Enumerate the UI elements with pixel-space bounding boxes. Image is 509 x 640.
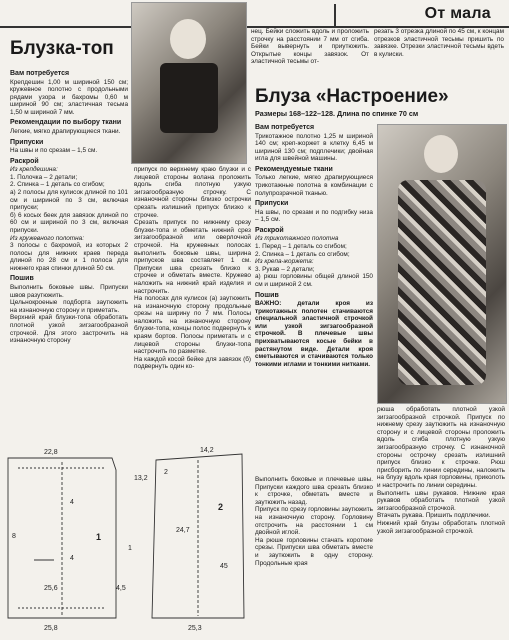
r-allowance-text: На швы, по срезам и по подгибку низа – 1,5 см. <box>255 208 373 224</box>
dim-label-13: 2 <box>164 469 168 476</box>
photo-blouse-model <box>377 124 507 404</box>
photo-top-model <box>131 2 247 164</box>
article-title-blouse: Блуза «Настроение» <box>255 86 449 107</box>
header-divider <box>334 4 336 26</box>
r-cut-line-2: 2. Спинка – 1 деталь со сгибом; <box>255 250 350 258</box>
r-cut-sub-2: Из крепа-жоржета: <box>255 258 314 266</box>
r-sewing-text-1: Выполнить боковые и плечевые швы. Припуски каждого шва срезать близко к строчке, обметать вместе и заутюжить назад. Припуск по срезу горловины заутюжить на изнаночную сторону. Горловину отстрочить на расстоянии 1 см двойной иглой. На рюше горловины стачать короткие срезы. Припуски шва обметать вместе и заутюжить в одну сторону. Продольные края <box>255 476 373 567</box>
dim-label-1: 22,8 <box>44 449 58 456</box>
r-cut-line-3: 3. Рукав – 2 детали; <box>255 265 315 273</box>
r-cut-line-4: а) рюш горловины общей длиной 150 см и шириной 2 см. <box>255 273 373 288</box>
dim-label-11: 13,2 <box>134 475 148 482</box>
dim-label-4: 4 <box>70 555 74 562</box>
dim-label-2: 14,2 <box>200 447 214 454</box>
r-fabric-heading: Рекомендуемые ткани <box>255 165 333 173</box>
cut-line-5: 3 полосы с бахромой, из которых 2 полосы для нижних краев переда длиной по 28 см и 1 полоса для нижнего края спинки длиной 50 см. <box>10 242 128 272</box>
dim-label-7: 25,8 <box>44 625 58 632</box>
sewing-text-3: Верхний край блузки-топа обработать плотной узкой зигзагообразной строчкой. Для этого застрочить на изнаночную сторону <box>10 314 128 345</box>
cut-line-3: а) 2 полосы для кулисок длиной по 101 см и шириной по 3 см, включая припуски; <box>10 188 128 212</box>
needs-text: Крепдешин 1,00 м шириной 150 см; кружевное полотно с продольными рядами узора и бахромы 0,60 м шириной 90 см; эластичная тесьма 1,50 м шириной 7 мм. <box>10 78 128 116</box>
cut-sub-1: Из крепдешина: <box>10 166 58 174</box>
cut-line-4: б) 6 косых беек для завязок длиной по 60 см и шириной по 3 см, включая припуски. <box>10 211 128 234</box>
sewing-heading: Пошив <box>10 275 34 283</box>
cut-sub-2: Из кружевного полотна: <box>10 234 84 242</box>
cut-line-2: 2. Спинка – 1 деталь со сгибом; <box>10 181 105 189</box>
dim-label-3: 4 <box>70 499 74 506</box>
section-title: От мала <box>424 5 491 22</box>
dim-label-8: 25,3 <box>188 625 202 632</box>
cut-line-1: 1. Полочка – 2 детали; <box>10 173 78 181</box>
needs-heading: Вам потребуется <box>10 70 70 77</box>
r-cut-line-1: 1. Перед – 1 деталь со сгибом; <box>255 242 347 250</box>
fabric-heading: Рекомендации по выбору ткани <box>10 119 122 127</box>
dim-label-12: 45 <box>220 563 228 570</box>
piece-number-1: 1 <box>96 532 102 542</box>
allowance-heading: Припуски <box>10 138 44 146</box>
sewing-text-1: Выполнить боковые швы. Припуски швов разутюжить. <box>10 283 128 299</box>
dim-label-10: 25,6 <box>44 585 58 592</box>
piece-number-2: 2 <box>218 502 224 512</box>
dim-label-5: 8 <box>12 533 16 540</box>
r-cut-sub-1: Из трикотажного полотна <box>255 235 339 243</box>
r-sewing-heading: Пошив <box>255 291 279 299</box>
dim-label-6: 4,5 <box>116 585 126 592</box>
dim-label-9: 24,7 <box>176 527 190 534</box>
r-allowance-heading: Припуски <box>255 200 289 208</box>
fabric-text: Легкие, мягко драпирующиеся ткани. <box>10 127 121 135</box>
pattern-diagram <box>4 440 250 636</box>
r-needs-text: Трикотажное полотно 1,25 м шириной 140 см; креп-жоржет в клетку 6,45 м шириной 130 см; подплечики; двойная игла для швейной машины. <box>255 132 373 163</box>
right-column <box>255 124 373 368</box>
allowance-text: На швы и по срезам – 1,5 см. <box>10 147 98 155</box>
r-needs-heading: Вам потребуется <box>255 124 315 131</box>
dim-label-14: 1 <box>128 545 132 552</box>
r-cut-heading: Раскрой <box>255 226 284 234</box>
middle-text: припуск по верхнему краю блузки и с лицевой стороны волана проложить вдоль сгиба плотную узкую зигзагообразную строчку. С изнаночной стороны близко острочки срезать излишний припуск близко к строчке. Срезать припуск по нижнему срезу блузки-топа и обметать нижний срез зигзагообразной или оверлочной строчкой. На кружевных полосах выполнить боковые швы, ширина припусков шва составляет 1 см. Припуски шва срезать близко к строчке и обметать вместе. Кружево наложить на нижний край изделия и настрочить. На полосах для кулисок (а) заутюжить на изнаночную сторону продольные срезы на ширину по 7 мм. Полосы наложить на изнаночную сторону блузки-топа, концы полос подвернуть к краям бортов. Полосы приметать и с лицевой стороны блузки-топа настрочить по разметке. На каждой косой бейке для завязок (б) подвернуть один ко- <box>134 166 251 371</box>
sizes-text: Размеры 168–122–128. Длина по спинке 70 см <box>255 109 419 118</box>
cut-heading: Раскрой <box>10 157 39 165</box>
top-right-text: резать 3 отрезка длиной по 45 см, к концам отрезков эластичной тесьмы пришить по завязке. Отрезки эластичной тесьмы вдеть в кулиски. <box>374 28 504 58</box>
r-important-text: ВАЖНО: детали кроя из трикотажных полотен стачиваются специальной эластичной строчкой или узкой зигзагообразной строчкой. В плечевые швы прихватываются косые бейки в растянутом виде. Детали кроя сметываются и стачиваются только тонкими иглами и тонкими нитками. <box>255 300 373 368</box>
r-fabric-text: Только легкие, мягко драпирующиеся трикотажные полотна в комбинации с полупрозрачной тканью. <box>255 174 373 197</box>
article-title-top: Блузка-топ <box>10 38 114 59</box>
left-column <box>10 70 128 345</box>
sewing-text-2: Цельнокроеные подборта заутюжить на изнаночную сторону и приметать. <box>10 299 128 314</box>
r-sewing-text-2: рюша обработать плотной узкой зигзагообразной строчкой. Припуск по нижнему срезу заутюжить на изнаночную сторону и с лицевой стороны проложить вдоль сгиба плотную узкую зигзагообразную строчку. С изнаночной стороны острочку срезать излишний припуск близко к строчке. Рюш присборить по линии середины, наложить на блузу вдоль края горловины, приколоть и настрочить по линии середины. Выполнить швы рукавов. Нижние края рукавов обработать плотной узкой зигзагообразной строчкой. Втачать рукава. Пришить подплечики. Нижний край блузы обработать плотной узкой зигзагообразной строчкой. <box>377 406 505 535</box>
top-center-text: нец. Бейки сложить вдоль и проложить строчку на расстоянии 7 мм от сгиба. Бейки вывернуть и приутюжить. Открытые концы завязок. От эластичной тесьмы от- <box>251 28 369 66</box>
